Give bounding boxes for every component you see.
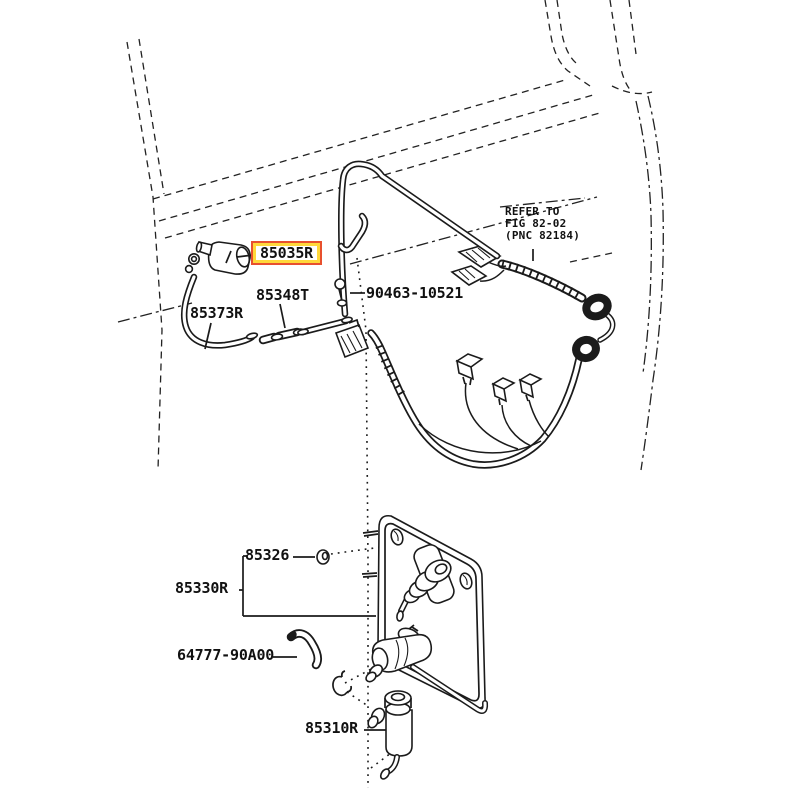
jar-hose-drawing (285, 629, 317, 665)
part-label-joint[interactable]: 85348T (256, 286, 309, 304)
part-label-jar-hose[interactable]: 64777-90A00 (177, 646, 275, 664)
refer-note-line1: REFER TO (505, 205, 560, 218)
nozzle-drawing (186, 242, 252, 274)
door-outline (118, 0, 663, 470)
harness-drawing (336, 246, 613, 465)
part-label-clamp[interactable]: 90463-10521 (366, 284, 464, 302)
hose-clip-drawing (333, 671, 351, 695)
jar-bracket-drawing (362, 516, 485, 709)
refer-note-line2: FIG 82-02 (505, 217, 567, 230)
highlight-box[interactable] (251, 241, 322, 265)
part-label-pump[interactable]: 85310R (305, 719, 358, 737)
part-label-nozzle[interactable]: 85035R (260, 243, 313, 262)
part-label-bracket[interactable]: 85330R (175, 579, 228, 597)
grommet-drawing (317, 550, 329, 564)
refer-note-line3: (PNC 82184) (505, 229, 581, 242)
refer-note[interactable] (505, 206, 580, 242)
part-label-hose[interactable]: 85373R (190, 304, 243, 322)
pump-drawing (366, 691, 412, 781)
part-label-grommet[interactable]: 85326 (245, 546, 290, 564)
